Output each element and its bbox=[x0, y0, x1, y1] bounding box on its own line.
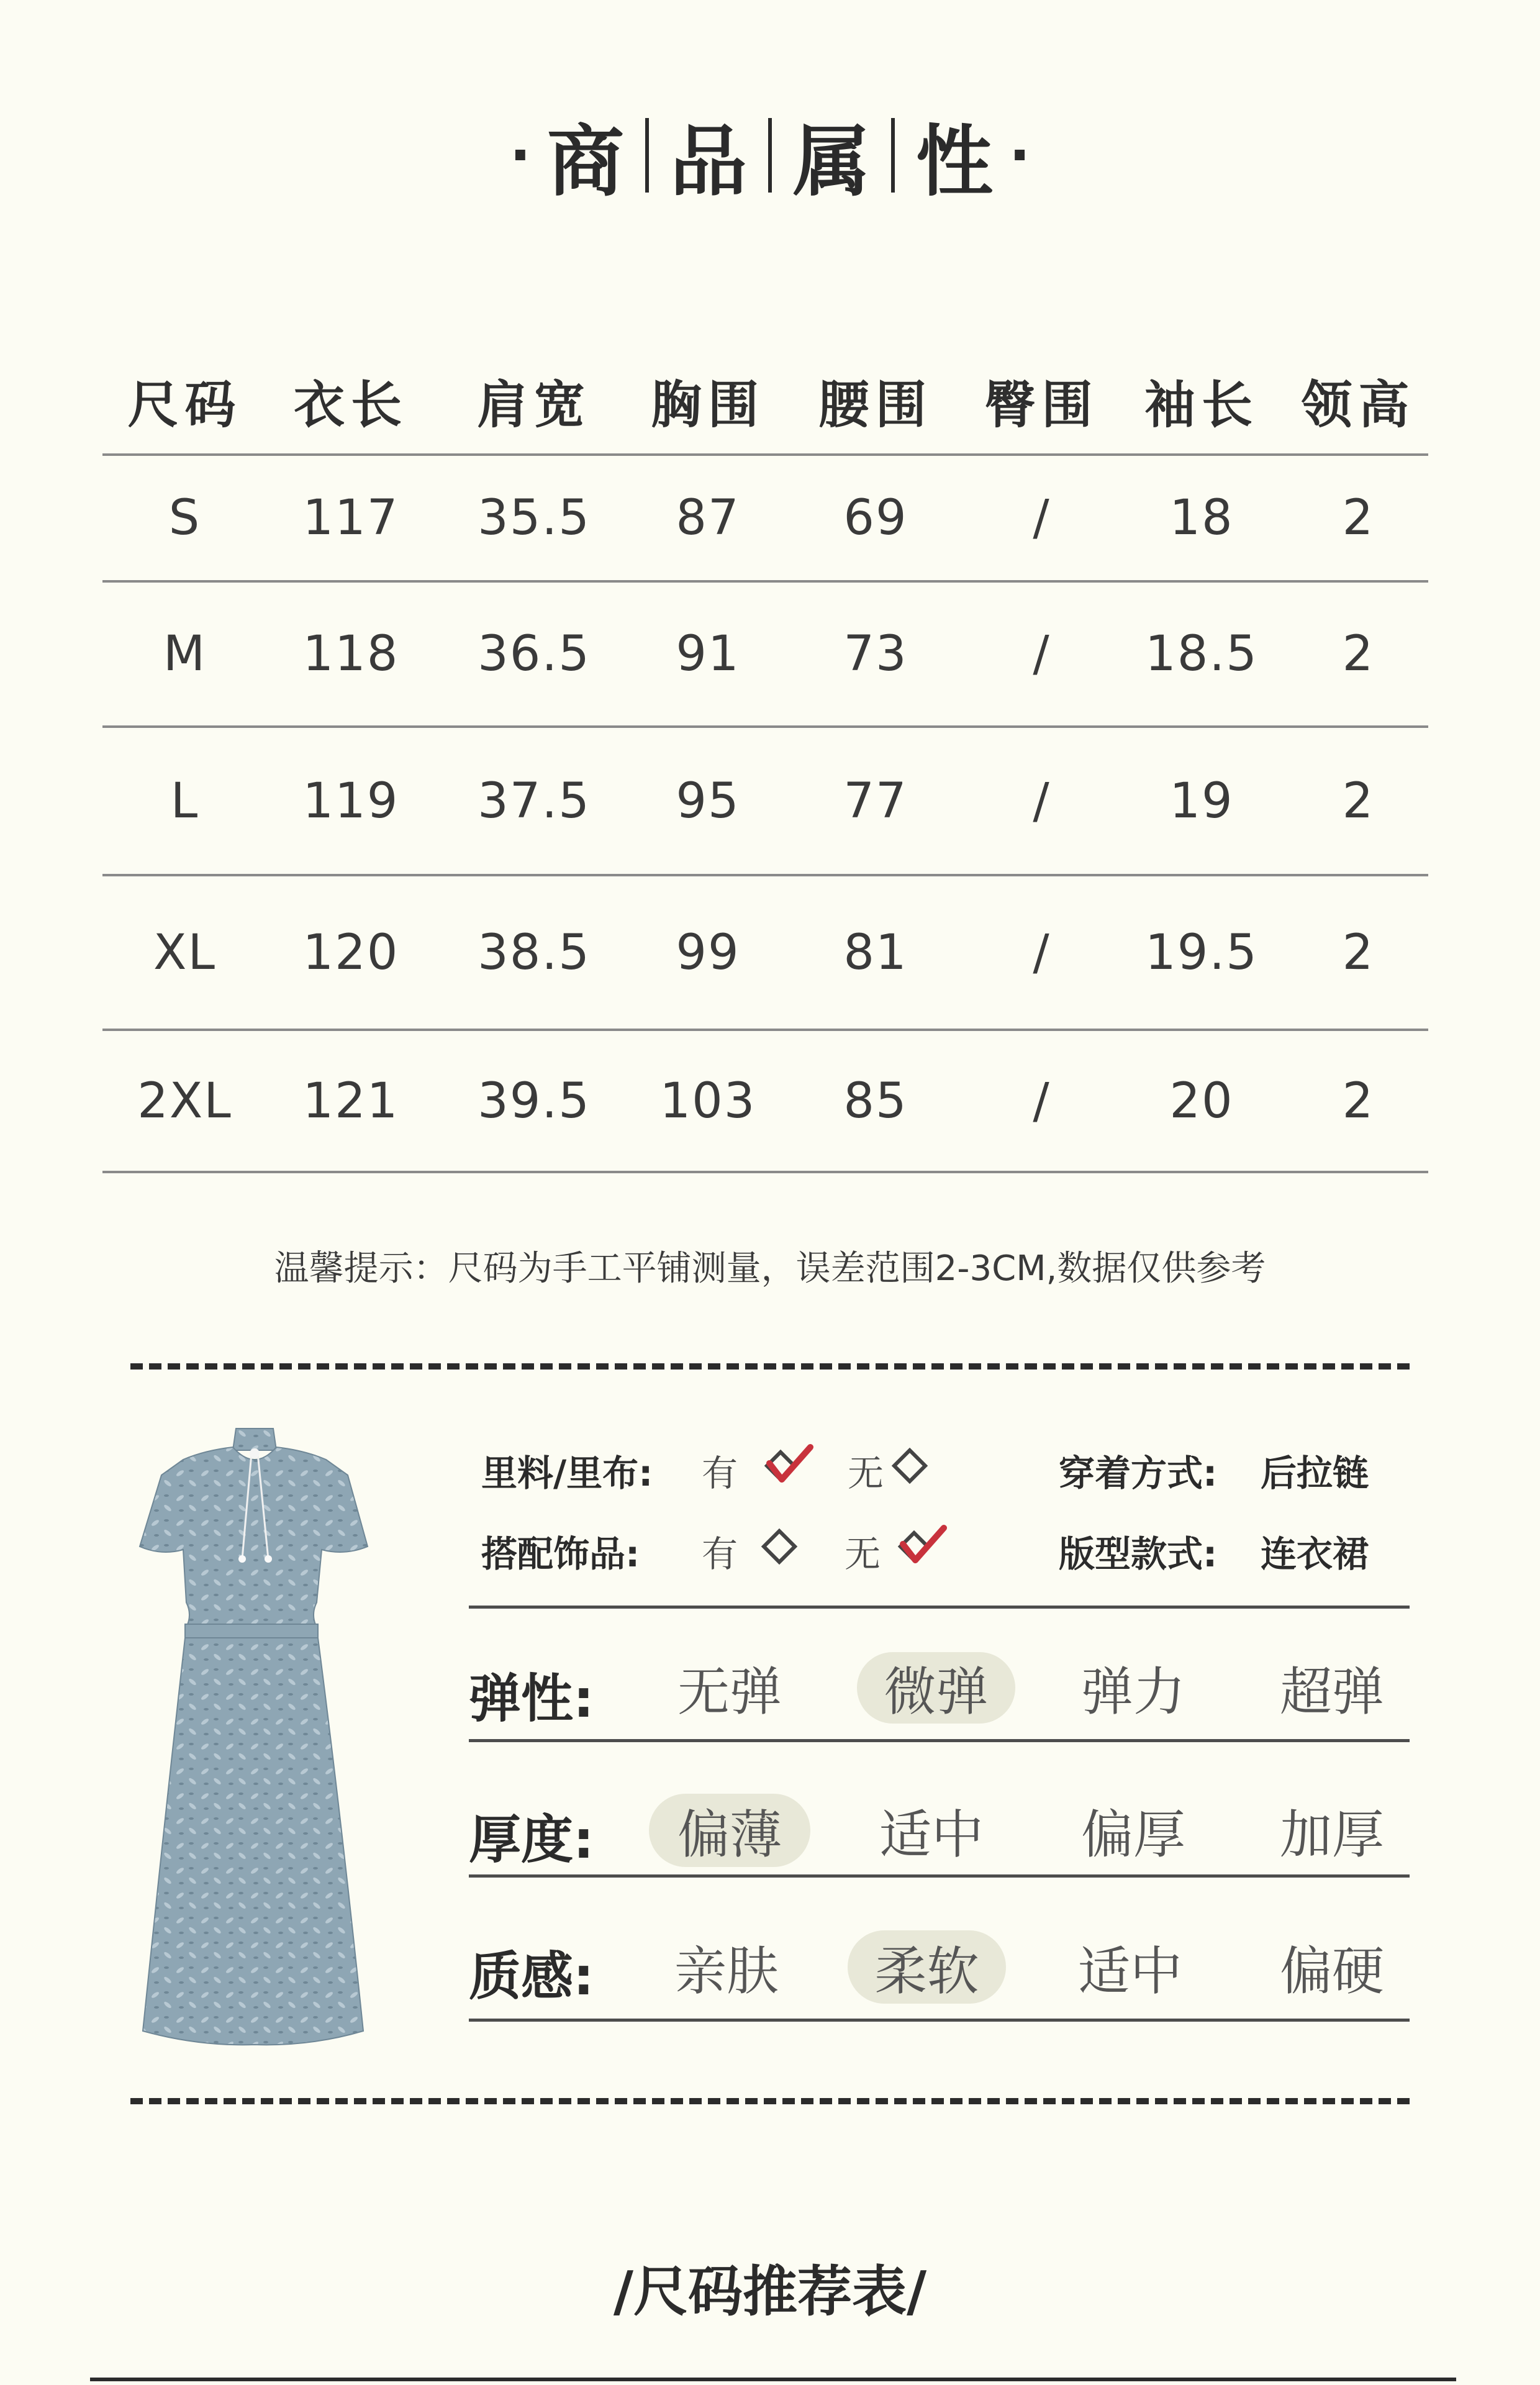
table-cell: 2 bbox=[1342, 626, 1375, 682]
elasticity-option-selected: 微弹 bbox=[857, 1652, 1015, 1724]
title-char: 属 bbox=[793, 117, 871, 207]
table-cell: 118 bbox=[302, 626, 399, 682]
grade-divider bbox=[469, 2019, 1410, 2022]
table-cell: 81 bbox=[843, 924, 908, 981]
table-cell: 121 bbox=[302, 1073, 399, 1129]
table-row bbox=[102, 728, 1428, 874]
table-cell: 2 bbox=[1342, 1073, 1375, 1129]
title-char: 性 bbox=[916, 117, 994, 207]
table-cell: 2 bbox=[1342, 924, 1375, 981]
grade-divider bbox=[469, 1874, 1410, 1878]
style-label: 版型款式: bbox=[1059, 1533, 1218, 1575]
dashed-divider-bottom bbox=[130, 2098, 1410, 2104]
title-char: 商 bbox=[546, 117, 624, 207]
table-cell: / bbox=[1033, 1073, 1051, 1129]
table-cell: 120 bbox=[302, 924, 399, 981]
elasticity-label: 弹性: bbox=[469, 1668, 594, 1729]
table-cell: 39.5 bbox=[478, 1073, 591, 1129]
checked-diamond-icon bbox=[894, 1522, 950, 1571]
diamond-icon bbox=[888, 1444, 931, 1488]
size-cell: 2XL bbox=[137, 1073, 232, 1129]
table-cell: 20 bbox=[1169, 1073, 1234, 1129]
header-cell: 领高 bbox=[1301, 375, 1416, 435]
dashed-divider-top bbox=[130, 1363, 1410, 1370]
thickness-option-selected: 偏薄 bbox=[649, 1794, 810, 1867]
title-divider bbox=[645, 118, 649, 193]
diamond-icon bbox=[758, 1525, 801, 1568]
table-cell: 18 bbox=[1169, 490, 1234, 546]
measurement-note: 温馨提示：尺码为手工平铺测量，误差范围2-3CM,数据仅供参考 bbox=[274, 1248, 1266, 1289]
thickness-option: 加厚 bbox=[1279, 1804, 1384, 1865]
table-cell: 85 bbox=[843, 1073, 908, 1129]
size-cell: S bbox=[168, 490, 201, 546]
wear-method-value: 后拉链 bbox=[1261, 1452, 1369, 1494]
table-cell: 119 bbox=[302, 773, 399, 829]
header-cell: 衣长 bbox=[293, 375, 408, 435]
table-cell: 36.5 bbox=[478, 626, 591, 682]
texture-label: 质感: bbox=[469, 1946, 594, 2007]
bottom-rule bbox=[90, 2378, 1456, 2381]
wear-method-label: 穿着方式: bbox=[1059, 1452, 1218, 1494]
table-cell: / bbox=[1033, 924, 1051, 981]
table-cell: 103 bbox=[659, 1073, 756, 1129]
table-cell: 37.5 bbox=[478, 773, 591, 829]
size-recommendation-title: /尺码推荐表/ bbox=[613, 2260, 927, 2324]
thickness-option: 偏厚 bbox=[1080, 1804, 1185, 1865]
elasticity-option: 超弹 bbox=[1279, 1661, 1384, 1722]
header-cell: 尺码 bbox=[127, 375, 242, 435]
style-value: 连衣裙 bbox=[1261, 1533, 1369, 1575]
title-dot-left: · bbox=[509, 122, 531, 188]
table-cell: / bbox=[1033, 626, 1051, 682]
dress-image bbox=[124, 1416, 385, 2056]
title-dot-right: · bbox=[1009, 122, 1031, 188]
table-cell: 2 bbox=[1342, 490, 1375, 546]
header-cell: 胸围 bbox=[650, 375, 765, 435]
table-cell: 38.5 bbox=[478, 924, 591, 981]
table-cell: 35.5 bbox=[478, 490, 591, 546]
title-char: 品 bbox=[669, 117, 747, 207]
page-title bbox=[0, 106, 1540, 205]
elasticity-option: 弹力 bbox=[1080, 1661, 1185, 1722]
thickness-label: 厚度: bbox=[469, 1809, 594, 1870]
lining-yes-label: 有 bbox=[702, 1452, 738, 1494]
header-cell: 臀围 bbox=[984, 375, 1099, 435]
accessory-no-label: 无 bbox=[845, 1533, 881, 1575]
accessory-label: 搭配饰品: bbox=[481, 1533, 640, 1575]
thickness-option: 适中 bbox=[879, 1804, 984, 1865]
table-cell: 99 bbox=[676, 924, 740, 981]
table-cell: 19.5 bbox=[1145, 924, 1258, 981]
texture-option: 偏硬 bbox=[1279, 1940, 1384, 2002]
header-cell: 肩宽 bbox=[476, 375, 591, 435]
texture-option: 适中 bbox=[1077, 1940, 1182, 2002]
size-cell: L bbox=[170, 773, 199, 829]
header-cell: 腰围 bbox=[818, 375, 933, 435]
size-cell: XL bbox=[153, 924, 216, 981]
table-cell: / bbox=[1033, 773, 1051, 829]
title-divider bbox=[768, 118, 772, 193]
table-cell: 77 bbox=[843, 773, 908, 829]
title-divider bbox=[891, 118, 895, 193]
table-row bbox=[102, 583, 1428, 725]
grade-divider bbox=[469, 1739, 1410, 1742]
elasticity-option: 无弹 bbox=[677, 1661, 782, 1722]
size-table bbox=[102, 348, 1428, 1173]
table-cell: 117 bbox=[302, 490, 399, 546]
lining-no-label: 无 bbox=[848, 1452, 884, 1494]
table-cell: 73 bbox=[843, 626, 908, 682]
table-cell: 87 bbox=[676, 490, 740, 546]
table-cell: 19 bbox=[1169, 773, 1234, 829]
table-cell: 18.5 bbox=[1145, 626, 1258, 682]
texture-option: 亲肤 bbox=[674, 1940, 779, 2002]
lining-label: 里料/里布: bbox=[481, 1452, 653, 1494]
table-row bbox=[102, 456, 1428, 580]
size-cell: M bbox=[163, 626, 207, 682]
table-divider bbox=[102, 1171, 1428, 1173]
table-cell: 69 bbox=[843, 490, 908, 546]
table-row bbox=[102, 1031, 1428, 1171]
table-cell: 2 bbox=[1342, 773, 1375, 829]
texture-option-selected: 柔软 bbox=[848, 1930, 1006, 2004]
attributes-divider bbox=[469, 1606, 1410, 1609]
table-cell: 91 bbox=[676, 626, 740, 682]
table-cell: / bbox=[1033, 490, 1051, 546]
header-cell: 袖长 bbox=[1144, 375, 1259, 435]
table-row bbox=[102, 876, 1428, 1029]
accessory-yes-label: 有 bbox=[702, 1533, 738, 1575]
table-header-row bbox=[102, 348, 1428, 453]
table-cell: 95 bbox=[676, 773, 740, 829]
checked-diamond-icon bbox=[761, 1441, 817, 1491]
